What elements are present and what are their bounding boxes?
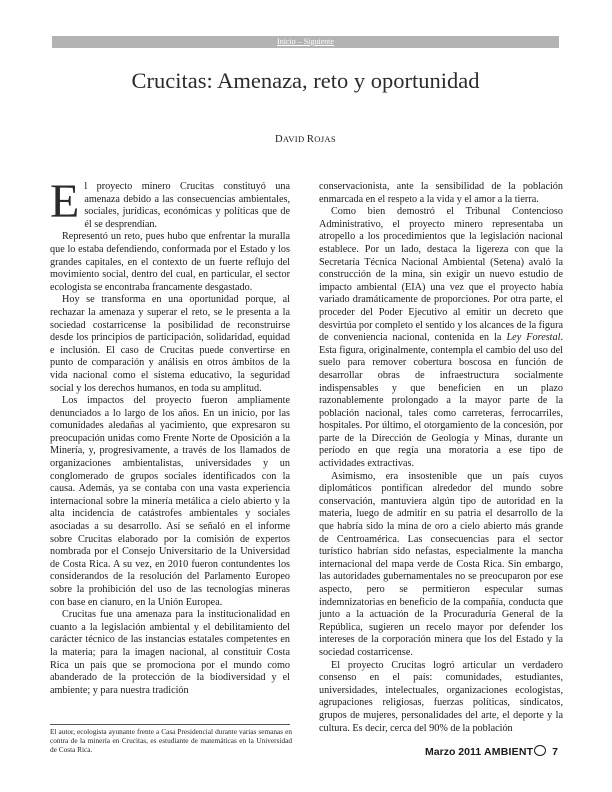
issue-date: Marzo 2011 [425, 746, 482, 758]
nav-links [52, 36, 559, 48]
paragraph: conservacionista, ante la sensibilidad de la población enmarcada en el respeto a la vida y el amor a la tierra. [319, 181, 563, 205]
paragraph: Los impactos del proyecto fueron ampliamente denunciados a lo largo de los años. En un inicio, por las comunidades aledañas al yacimiento, que expresaron su preocupación unidas como Frente Norte de Oposición a la Minería, y, progresivamente, a través de los llamados de organizaciones ambientalistas, universidades y un conglomerado de grupos sociales identificados con la causa. Además, ya se contaba con una vasta experiencia internacional sobre la minería metálica a cielo abierto y la alta incidencia de catástrofes ambientales y sociales asociadas a su desarrollo. Así se señaló en el informe sobre Crucitas elaborado por la comisión de expertos nombrada por el Consejo Universitario de la Universidad de Costa Rica. A su vez, en 2010 fueron contundentes los considerandos de la resolución del Parlamento Europeo sobre la prohibición del uso de las tecnologías mineras con base en cianuro, en la Unión Europea. [50, 395, 290, 608]
magazine-name-prefix: AMBIENT [484, 746, 534, 758]
magazine-name [484, 746, 547, 758]
paragraph [319, 206, 563, 470]
author-last-initial: R [306, 134, 315, 145]
paragraph: Hoy se transforma en una oportunidad porque, al rechazar la amenaza y superar el reto, se le presenta a la sociedad costarricense la posibilidad de reconstruirse desde los principios de participación, solidaridad, equidad e inclusión. El caso de Crucitas puede convertirse en punto de comparación y análisis en otros ámbitos de la vida nacional como el sistema educativo, la seguridad social y los derechos humanos, en toda su amplitud. [50, 294, 290, 394]
paragraph: Crucitas fue una amenaza para la institucionalidad en cuanto a la legislación ambiental y el debilitamiento del carácter técnico de las instancias estatales competentes en la materia; para la imagen nacional, al constituir Costa Rica un país que se promociona por el mundo como abanderado de la protección de la biodiversidad y el ambiente; y para nuestra tradición [50, 609, 290, 696]
left-column [50, 175, 290, 697]
law-name-italic: Ley Forestal [506, 332, 561, 344]
author-last-rest: OJAS [314, 134, 336, 144]
nav-link-inicio[interactable]: Inicio [277, 37, 296, 46]
page-number: 7 [552, 746, 558, 758]
author-footnote: El autor, ecologista ayunante frente a Casa Presidencial durante varias semanas en contra de la minería en Crucitas, es estudiante de matemáticas en la Universidad de Costa Rica. [50, 727, 292, 754]
page-footer [425, 745, 558, 758]
paragraph-text: l proyecto minero Crucitas constituyó una amenaza debido a las consecuencias ambientales, sociales, jurídicas, económicas y políticas que de él se desprendían. [84, 181, 290, 230]
drop-cap: E [50, 175, 80, 228]
author-first-rest: AVID [282, 134, 305, 144]
paragraph [50, 175, 290, 231]
article-author [52, 134, 559, 145]
paragraph-text: Como bien demostró el Tribunal Contencioso Administrativo, el proyecto minero representaba un atropello a los procedimientos que la legislación nacional establece. Por un lado, destaca la ligereza con que la Secretaría Técnica Nacional Ambiental (Setena) avaló la construcción de la mina, sin exigir un nuevo estudio de impacto ambiental (EIA) una vez que el proyecto había variado dramáticamente de proporciones. Por otra parte, el proceder del Poder Ejecutivo al emitir un decreto que desvirtúa por completo el sentido y los alcances de la figura de conveniencia nacional, contenida en la [319, 206, 563, 344]
nav-separator: – [295, 37, 304, 46]
right-column [319, 181, 563, 735]
magazine-logo-icon [534, 745, 546, 756]
nav-link-siguiente[interactable]: Siguiente [303, 37, 334, 46]
article-title: Crucitas: Amenaza, reto y oportunidad [131, 68, 480, 93]
author-first-initial: D [275, 134, 283, 145]
top-nav-bar [52, 36, 559, 48]
paragraph-text: . Esta figura, originalmente, contempla el cambio del uso del suelo para remover cobertura boscosa en función de desarrollar obras de infraestructura socialmente indispensables y que beneficien en un plazo razonablemente prolongado a la mayor parte de la población nacional, tales como carreteras, ferrocarriles, hospitales. Por último, el otorgamiento de la concesión, por parte de la Dirección de Geología y Minas, durante un período en que regía una moratoria a ese tipo de actividades extractivas. [319, 332, 563, 470]
paragraph: Asimismo, era insostenible que un país cuyos diplomáticos pontifican alrededor del mundo sobre conservación, mantuviera algún tipo de autoridad en la materia, luego de admitir en su patria el desarrollo de la que habría sido la mina de oro a cielo abierto más grande de Centroamérica. Las consecuencias para el sector turístico habrían sido nefastas, especialmente la mancha internacional del mapa verde de Costa Rica. Sin embargo, las autoridades gubernamentales no se preocuparon por ese aspecto, pero se permitieron especular sumas indemnizatorias en beneficio de la compañía, conducta que junto a la actuación de la Procuraduría General de la República, sugieren un recelo mayor por defender los intereses de la corporación minera que los del Estado y la sociedad costarricense. [319, 470, 563, 658]
paragraph: Representó un reto, pues hubo que enfrentar la muralla que lo estaba defendiendo, conformada por el Estado y los grandes capitales, en el contexto de un fuerte reflujo del movimiento social, dentro del cual, en particular, el sector ecologista se encontraba francamente desgastado. [50, 231, 290, 293]
footnote-divider [50, 724, 290, 725]
paragraph: El proyecto Crucitas logró articular un verdadero consenso en el país: comunidades, estudiantes, universidades, intelectuales, organizaciones ecologistas, agrupaciones religiosas, fuerzas políticas, sindicatos, grupos de mujeres, personalidades del arte, el deporte y la cultura. Es decir, cerca del 90% de la población [319, 659, 563, 734]
